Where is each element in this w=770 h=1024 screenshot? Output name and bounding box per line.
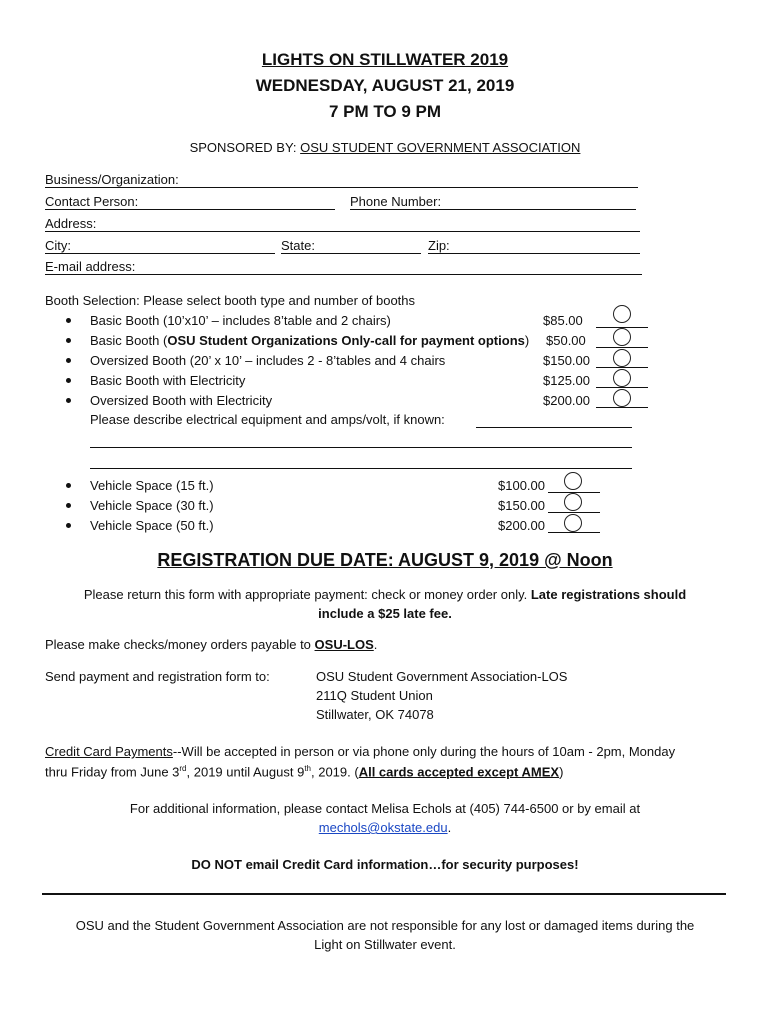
bullet-icon xyxy=(66,398,71,403)
city-field[interactable] xyxy=(45,253,275,254)
booth-item-2-label-c: ) xyxy=(524,333,530,348)
payable-prefix: Please make checks/money orders payable to xyxy=(45,637,315,652)
security-warning: DO NOT email Credit Card information…for security purposes! xyxy=(191,857,579,872)
vehicle-item-1-select[interactable] xyxy=(564,472,582,490)
payable-line xyxy=(45,637,377,652)
address-label: Address: xyxy=(45,216,97,231)
vehicle-item-3-label: Vehicle Space (50 ft.) xyxy=(90,518,214,533)
booth-item-3-select[interactable] xyxy=(613,349,631,367)
mail-address-line-3: Stillwater, OK 74078 xyxy=(316,707,434,722)
business-label: Business/Organization: xyxy=(45,172,179,187)
booth-item-5-label: Oversized Booth with Electricity xyxy=(90,393,273,408)
credit-heading: Credit Card Payments xyxy=(45,744,173,759)
booth-item-5-price: $200.00 xyxy=(543,393,590,408)
booth-item-1-select[interactable] xyxy=(613,305,631,323)
registration-due: REGISTRATION DUE DATE: AUGUST 9, 2019 @ Noon xyxy=(157,550,613,570)
electrical-field-1[interactable] xyxy=(476,427,632,428)
credit-sup-1: rd xyxy=(179,764,187,773)
page-title: LIGHTS ON STILLWATER 2019 xyxy=(261,50,509,69)
vehicle-item-3-select[interactable] xyxy=(564,514,582,532)
credit-sup-2: th xyxy=(304,764,311,773)
email-field[interactable] xyxy=(45,274,642,275)
sponsor-prefix: SPONSORED BY: xyxy=(189,140,301,155)
credit-text-2d: ) xyxy=(559,764,564,780)
state-label: State: xyxy=(281,238,315,253)
vehicle-item-3-price: $200.00 xyxy=(498,518,545,533)
bullet-icon xyxy=(66,483,71,488)
contact-label: Contact Person: xyxy=(45,194,139,209)
booth-item-4-label: Basic Booth with Electricity xyxy=(90,373,246,388)
electrical-field-2[interactable] xyxy=(90,447,632,448)
contact-email-period: . xyxy=(447,820,452,835)
contact-field[interactable] xyxy=(45,209,335,210)
email-label: E-mail address: xyxy=(45,259,136,274)
payable-to: OSU-LOS xyxy=(314,637,374,652)
booth-item-5-qty-line xyxy=(596,407,648,408)
booth-item-4-price: $125.00 xyxy=(543,373,590,388)
event-date: WEDNESDAY, AUGUST 21, 2019 xyxy=(255,76,515,95)
return-text: Please return this form with appropriate payment: check or money order only. xyxy=(83,587,531,602)
vehicle-item-2-select[interactable] xyxy=(564,493,582,511)
credit-text-2b: , 2019 until August 9 xyxy=(186,764,305,780)
booth-item-1-price: $85.00 xyxy=(543,313,583,328)
vehicle-item-2-price: $150.00 xyxy=(498,498,545,513)
late-fee-text-b: include a $25 late fee. xyxy=(318,606,452,621)
bullet-icon xyxy=(66,318,71,323)
booth-item-2-price: $50.00 xyxy=(546,333,586,348)
booth-item-2-select[interactable] xyxy=(613,328,631,346)
bullet-icon xyxy=(66,378,71,383)
electrical-prompt: Please describe electrical equipment and amps/volt, if known: xyxy=(90,412,445,427)
vehicle-item-3-qty-line xyxy=(548,532,600,533)
credit-text-2a: thru Friday from June 3 xyxy=(45,764,180,780)
contact-email-line xyxy=(0,820,770,835)
mail-address-line-1: OSU Student Government Association-LOS xyxy=(316,669,568,684)
contact-email-link[interactable]: mechols@okstate.edu xyxy=(318,820,448,835)
booth-item-2-label-a: Basic Booth ( xyxy=(90,333,168,348)
footer-line-2: Light on Stillwater event. xyxy=(314,937,456,952)
bullet-icon xyxy=(66,523,71,528)
zip-field[interactable] xyxy=(428,253,640,254)
business-field[interactable] xyxy=(45,187,638,188)
bullet-icon xyxy=(66,338,71,343)
late-fee-text-a: Late registrations should xyxy=(530,587,687,602)
booth-item-3-price: $150.00 xyxy=(543,353,590,368)
booth-item-2-qty-line xyxy=(596,347,648,348)
booth-item-4-qty-line xyxy=(596,387,648,388)
credit-text-2c: , 2019. ( xyxy=(311,764,359,780)
booth-item-3-label: Oversized Booth (20’ x 10’ – includes 2 - 8’tables and 4 chairs xyxy=(90,353,446,368)
bullet-icon xyxy=(66,358,71,363)
phone-label: Phone Number: xyxy=(350,194,442,209)
booth-item-2-label-bold: OSU Student Organizations Only-call for payment options xyxy=(167,333,525,348)
zip-label: Zip: xyxy=(428,238,450,253)
return-line xyxy=(0,587,770,602)
booth-item-2-label xyxy=(90,333,529,348)
vehicle-item-1-price: $100.00 xyxy=(498,478,545,493)
address-field[interactable] xyxy=(45,231,640,232)
send-label: Send payment and registration form to: xyxy=(45,669,270,684)
payable-suffix: . xyxy=(373,637,378,652)
electrical-field-3[interactable] xyxy=(90,468,632,469)
footer-line-1: OSU and the Student Government Association are not responsible for any lost or damaged items during the xyxy=(75,918,695,933)
vehicle-item-1-label: Vehicle Space (15 ft.) xyxy=(90,478,214,493)
footer-divider xyxy=(42,893,726,895)
booth-item-1-label: Basic Booth (10’x10’ – includes 8’table and 2 chairs) xyxy=(90,313,391,328)
credit-text-1: --Will be accepted in person or via phone only during the hours of 10am - 2pm, Monday xyxy=(172,744,676,759)
sponsor-line xyxy=(0,140,770,155)
credit-amex: All cards accepted except AMEX xyxy=(358,764,560,780)
city-label: City: xyxy=(45,238,71,253)
state-field[interactable] xyxy=(281,253,421,254)
phone-field[interactable] xyxy=(350,209,636,210)
mail-address-line-2: 211Q Student Union xyxy=(316,688,433,703)
contact-info-line: For additional information, please contact Melisa Echols at (405) 744-6500 or by email at xyxy=(129,801,641,816)
vehicle-item-2-qty-line xyxy=(548,512,600,513)
sponsor-name: OSU STUDENT GOVERNMENT ASSOCIATION xyxy=(300,140,581,155)
booth-intro: Booth Selection: Please select booth type and number of booths xyxy=(45,293,416,308)
credit-line-1 xyxy=(45,744,675,759)
event-time: 7 PM TO 9 PM xyxy=(328,102,442,121)
booth-item-3-qty-line xyxy=(596,367,648,368)
booth-item-5-select[interactable] xyxy=(613,389,631,407)
credit-line-2 xyxy=(45,764,563,779)
booth-item-4-select[interactable] xyxy=(613,369,631,387)
vehicle-item-2-label: Vehicle Space (30 ft.) xyxy=(90,498,214,513)
bullet-icon xyxy=(66,503,71,508)
